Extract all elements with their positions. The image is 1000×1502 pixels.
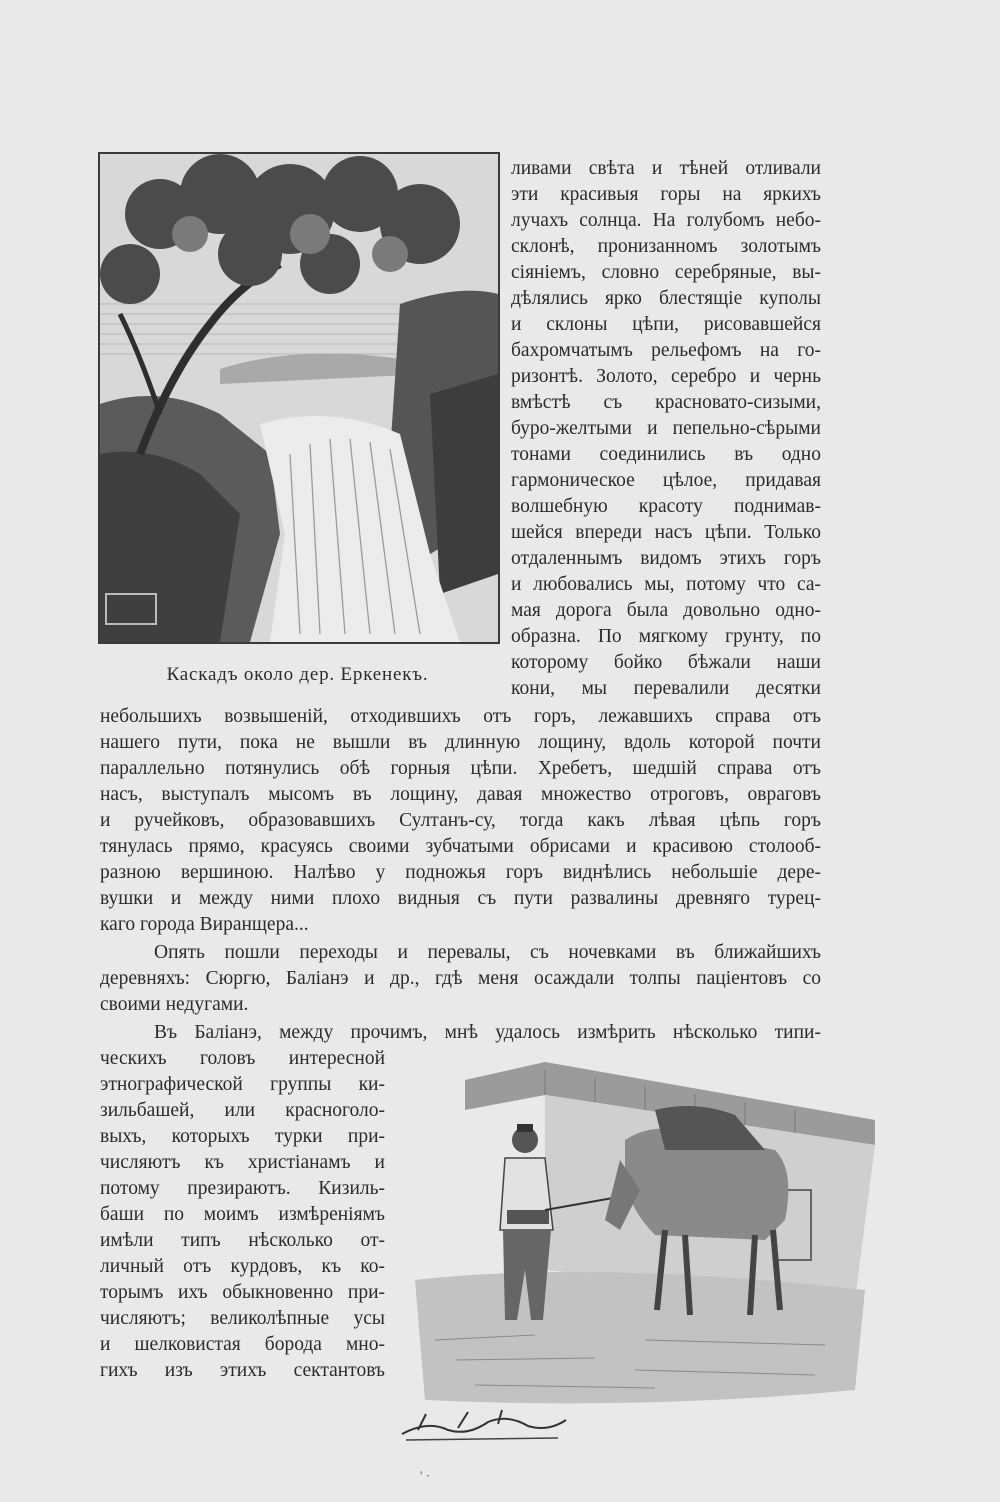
text-line: гихъ изъ этихъ сектантовъ bbox=[100, 1360, 385, 1381]
text-line: насъ, выступалъ мысомъ въ лощину, давая множество отроговъ, овраговъ bbox=[100, 784, 821, 805]
text-line: личный отъ курдовъ, къ ко- bbox=[100, 1256, 385, 1277]
text-line: небольшихъ возвышеній, отходившихъ отъ горъ, лежавшихъ справа отъ bbox=[100, 706, 821, 727]
text-line: ризонтѣ. Золото, серебро и чернь bbox=[511, 366, 821, 387]
text-line: этнографической группы ки- bbox=[100, 1074, 385, 1095]
cascade-illustration bbox=[98, 152, 500, 644]
text-line: и любовались мы, потому что са- bbox=[511, 574, 821, 595]
text-line: зильбашей, или красноголо- bbox=[100, 1100, 385, 1121]
text-line: склонѣ, пронизанномъ золотымъ bbox=[511, 236, 821, 257]
text-line: имѣли типъ нѣсколько от- bbox=[100, 1230, 385, 1251]
text-line: ческихъ головъ интересной bbox=[100, 1048, 385, 1069]
text-line: мая дорога была довольно одно- bbox=[511, 600, 821, 621]
paragraph-start: Въ Баліанэ, между прочимъ, мнѣ удалось измѣрить нѣсколько типи- bbox=[154, 1022, 821, 1043]
text-line: бахромчатымъ рельефомъ на го- bbox=[511, 340, 821, 361]
text-line: и шелковистая борода мно- bbox=[100, 1334, 385, 1355]
text-line: числяютъ къ христіанамъ и bbox=[100, 1152, 385, 1173]
text-line: образна. По мягкому грунту, по bbox=[511, 626, 821, 647]
text-line: своими недугами. bbox=[100, 994, 249, 1015]
text-line: гармоническое цѣлое, придавая bbox=[511, 470, 821, 491]
text-line: нашего пути, пока не вышли въ длинную лощину, вдоль которой почти bbox=[100, 732, 821, 753]
man-with-horse-illustration bbox=[395, 1040, 875, 1430]
text-line: деревняхъ: Сюргю, Баліанэ и др., гдѣ меня осаждали толпы паціентовъ со bbox=[100, 968, 821, 989]
text-line: вушки и между ними плохо видныя съ пути развалины древняго турец- bbox=[100, 888, 821, 909]
text-line: дѣлялись ярко блестящіе куполы bbox=[511, 288, 821, 309]
text-line: лучахъ солнца. На голубомъ небо- bbox=[511, 210, 821, 231]
text-line: волшебную красоту поднимав- bbox=[511, 496, 821, 517]
text-line: ливами свѣта и тѣней отливали bbox=[511, 158, 821, 179]
text-line: эти красивыя горы на яркихъ bbox=[511, 184, 821, 205]
text-line: тонами соединились въ одно bbox=[511, 444, 821, 465]
text-line: кони, мы перевалили десятки bbox=[511, 678, 821, 699]
text-line: отдаленнымъ видомъ этихъ горъ bbox=[511, 548, 821, 569]
text-line: шейся впереди насъ цѣпи. Только bbox=[511, 522, 821, 543]
text-line: и склоны цѣпи, рисовавшейся bbox=[511, 314, 821, 335]
text-line: которому бойко бѣжали наши bbox=[511, 652, 821, 673]
page-footer-mark: ' · bbox=[420, 1468, 430, 1483]
text-line: каго города Виранщера... bbox=[100, 914, 309, 935]
text-line: буро-желтыми и пепельно-сѣрыми bbox=[511, 418, 821, 439]
text-line: вмѣстѣ съ красновато-сизыми, bbox=[511, 392, 821, 413]
text-line: разною вершиною. Налѣво у подножья горъ виднѣлись небольшіе дере- bbox=[100, 862, 821, 883]
artist-signature bbox=[398, 1400, 570, 1446]
text-line: числяютъ; великолѣпные усы bbox=[100, 1308, 385, 1329]
text-line: выхъ, которыхъ турки при- bbox=[100, 1126, 385, 1147]
text-line: тянулась прямо, красуясь своими зубчатыми обрисами и красивою столооб- bbox=[100, 836, 821, 857]
text-line: и ручейковъ, образовавшихъ Султанъ-су, тогда какъ лѣвая цѣпь горъ bbox=[100, 810, 821, 831]
paragraph-start: Опять пошли переходы и перевалы, съ ночевками въ ближайшихъ bbox=[154, 942, 821, 963]
text-line: торымъ ихъ обыкновенно при- bbox=[100, 1282, 385, 1303]
text-line: потому презираютъ. Кизиль- bbox=[100, 1178, 385, 1199]
illustration-caption: Каскадъ около дер. Еркенекъ. bbox=[166, 664, 429, 685]
text-line: баши по моимъ измѣреніямъ bbox=[100, 1204, 385, 1225]
text-line: параллельно потянулись обѣ горныя цѣпи. Хребетъ, шедшій справа отъ bbox=[100, 758, 821, 779]
text-line: сіяніемъ, словно серебряные, вы- bbox=[511, 262, 821, 283]
